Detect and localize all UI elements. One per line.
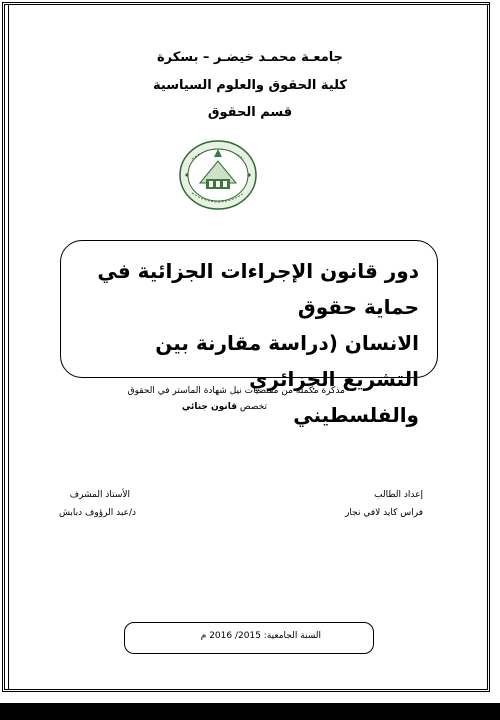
faculty-name: كلية الحقوق والعلوم السياسية: [153, 78, 347, 93]
academic-year: السنة الجامعية: 2015/ 2016 م: [200, 631, 321, 641]
student-label: إعداد الطالب: [374, 490, 423, 500]
memo-description: مذكرة مكملة من مقتضيات نيل شهادة الماستر في الحقوق: [127, 386, 345, 396]
university-seal-icon: [178, 139, 258, 211]
academic-year-box: [124, 622, 374, 654]
supervisor-name: د/عبد الرؤوف دبابش: [58, 508, 136, 518]
university-name: جامعـة محمـد خيضـر – بسكرة: [156, 50, 344, 65]
specialty-value: قانون جنائي: [181, 402, 237, 412]
supervisor-label: الأستاذ المشرف: [69, 490, 130, 500]
bottom-bar: [0, 703, 500, 720]
specialty-label: تخصص: [239, 402, 267, 412]
thesis-title-line-1: دور قانون الإجراءات الجزائية في حماية حقوق: [97, 259, 419, 319]
thesis-title-line-3: والفلسطيني: [293, 403, 419, 427]
specialty: [182, 402, 267, 412]
thesis-title-line-2: الانسان (دراسة مقارنة بين التشريع الجزائري: [155, 331, 419, 391]
department-name: قسم الحقوق: [207, 105, 293, 120]
student-name: فراس كايد لافي نجار: [345, 508, 423, 518]
